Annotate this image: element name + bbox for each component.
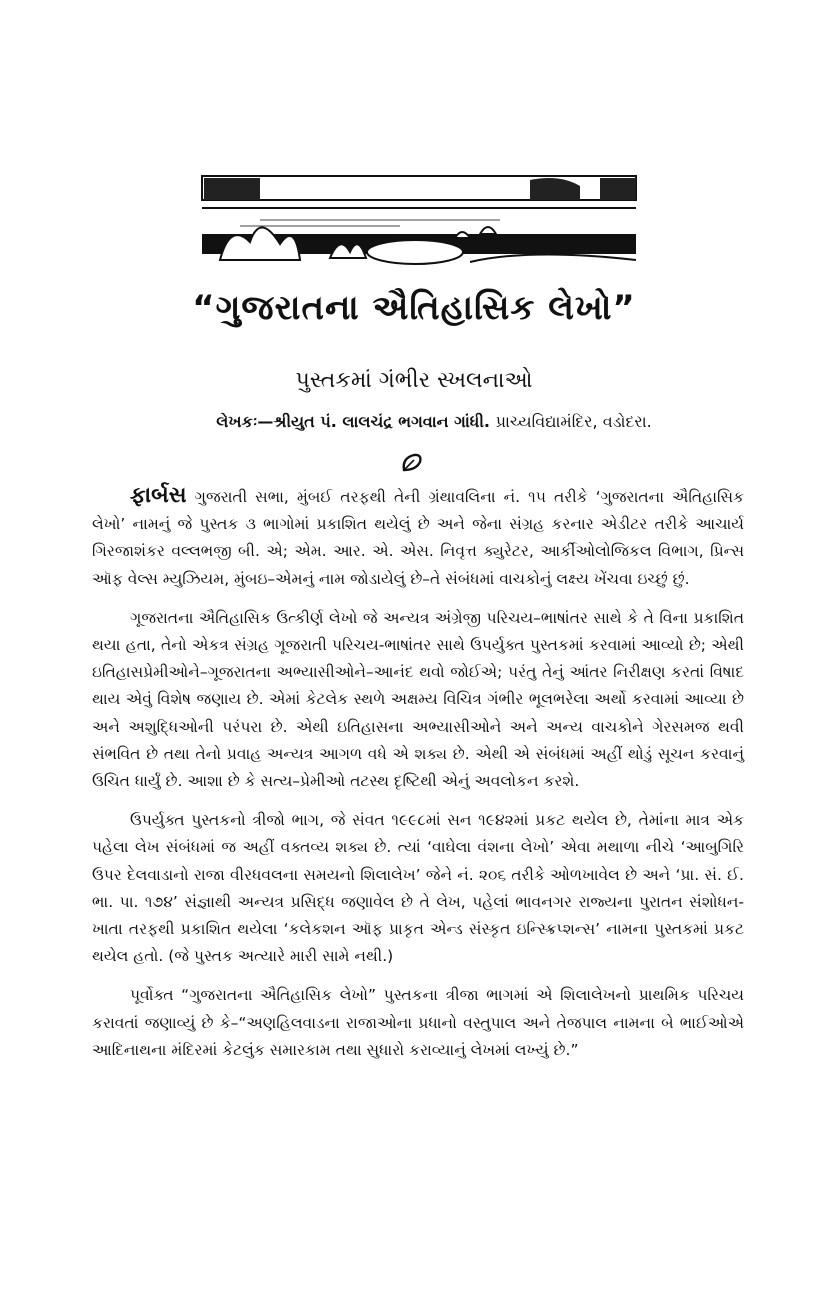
byline-label: લેખકઃ—	[216, 412, 274, 431]
byline-affiliation: પ્રાચ્યવિદ્યામંદિર, વડોદરા.	[495, 412, 652, 431]
paragraph: પૂર્વોક્ત “ગુજરાતના ઐતિહાસિક લેખો” પુસ્તકના ત્રીજા ભાગમાં એ શિલાલેખનો પ્રાથમિક પરિચય કરાવતાં જણાવ્યું છે કે–“અણહિલવાડના રાજાઓના પ્રધાનો વસ્તુપાલ અને તેજપાલ નામના બે ભાઈઓએ આદિનાથના મંદિરમાં કેટલુંક સમારકામ તથા સુધારો કરાવ્યાનું લેખમાં લખ્યું છે.”	[92, 986, 744, 1059]
paragraph: ફાર્બસ ગુજરાતી સભા, મુંબઈ તરફથી તેની ગ્રંથાવલિના નં. ૧૫ તરીકે ‘ગુજરાતના ઐતિહાસિક લેખો’ નામનું જે પુસ્તક ૩ ભાગોમાં પ્રકાશિત થયેલું છે અને જેના સંગ્રહ કરનાર એડીટર તરીકે આચાર્ય ગિરજાશંકર વલ્લભજી બી. એ; એમ. આર. એ. એસ. નિવૃત્ત ક્યુરેટર, આર્કીઓલોજિકલ વિભાગ, પ્રિન્સ ઑફ વેલ્સ મ્યુઝિયમ, મુંબઇ–એમનું નામ જોડાયેલું છે–તે સંબંધમાં વાચકોનું લક્ષ્ય ખેંચવા ઇચ્છું છું.	[92, 483, 744, 588]
article-title: “ગુજરાતના ઐતિહાસિક લેખો”	[192, 288, 636, 328]
byline	[120, 412, 748, 432]
byline-author: શ્રીયુત પં. લાલચંદ્ર ભગવાન ગાંધી.	[273, 412, 491, 431]
article-subtitle: પુસ્તકમાં ગંભીર સ્ખલનાઓ	[295, 368, 533, 393]
paragraph: ગૂજરાતના ઐતિહાસિક ઉત્કીર્ણ લેખો જે અન્યત્ર અંગ્રેજી પરિચય–ભાષાંતર સાથે કે તે વિના પ્રકાશિત થયા હતા, તેનો એકત્ર સંગ્રહ ગૂજરાતી પરિચય-ભાષાંતર સાથે ઉપર્યુક્ત પુસ્તકમાં કરવામાં આવ્યો છે; એથી ઇતિહાસપ્રેમીઓને–ગૂજરાતના અભ્યાસીઓને–આનંદ થવો જોઈએ; પરંતુ તેનું આંતર નિરીક્ષણ કરતાં વિષાદ થાય એવું વિશેષ જણાય છે. એમાં કેટલેક સ્થળે અક્ષમ્ય વિચિત્ર ગંભીર ભૂલભરેલા અર્થો કરવામાં આવ્યા છે અને અશુદ્ધિઓની પરંપરા છે. એથી ઇતિહાસના અભ્યાસીઓને અને અન્ય વાચકોને ગેરસમજ થવી સંભવિત છે તથા તેનો પ્રવાહ અન્યત્ર આગળ વધે એ શક્ય છે. એથી એ સંબંધમાં અહીં થોડું સૂચન કરવાનું ઉચિત ધાર્યું છે. આશા છે કે સત્ય–પ્રેમીઓ તટસ્થ દૃષ્ટિથી એનું અવલોકન કરશે.	[92, 608, 744, 791]
leaf-ornament-icon	[400, 452, 424, 474]
article-body	[92, 482, 744, 1076]
paragraph: ઉપર્યુક્ત પુસ્તકનો ત્રીજો ભાગ, જે સંવત ૧૯૯૮માં સન ૧૯૪૨માં પ્રકટ થયેલ છે, તેમાંના માત્ર એક પહેલા લેખ સંબંધમાં જ અહીં વક્તવ્ય શક્ય છે. ત્યાં ‘વાઘેલા વંશના લેખો’ એવા મથાળા નીચે ‘આબુગિરિ ઉપર દેલવાડાનો રાજા વીરધવલના સમયનો શિલાલેખ’ જેને નં. ૨૦૬ તરીકે ઓળખાવેલ છે અને ‘પ્રા. સં. ઈ. ભા. પા. ૧૭૪’ સંજ્ઞાથી અન્યત્ર પ્રસિદ્ધ જણાવેલ છે તે લેખ, પહેલાં ભાવનગર રાજ્યના પુરાતન સંશોધન-ખાતા તરફથી પ્રકાશિત થયેલા ‘કલેકશન ઑફ પ્રાકૃત એન્ડ સંસ્કૃત ઇન્સ્ક્રિપ્શન્સ’ નામના પુસ્તકમાં પ્રકટ થયેલ હતો. (જે પુસ્તક અત્યારે મારી સામે નથી.)	[92, 811, 744, 966]
lotus-pond-banner-icon	[200, 172, 638, 268]
drop-cap-word: ફાર્બસ	[130, 483, 187, 508]
